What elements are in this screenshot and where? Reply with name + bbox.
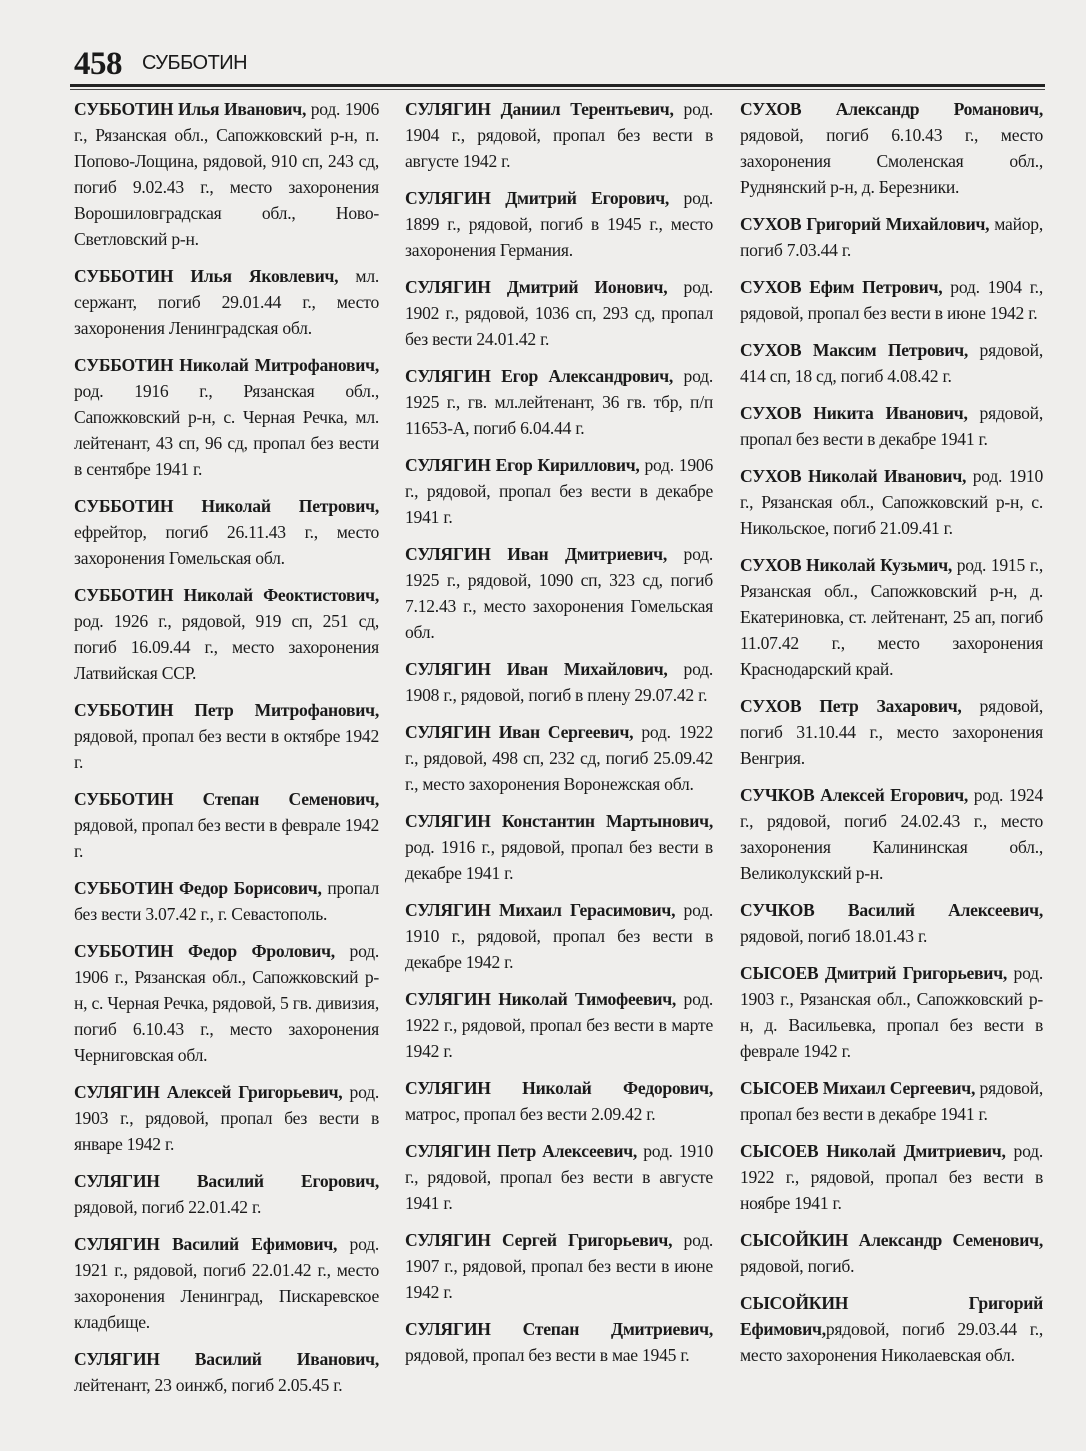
entry-name: СЫСОЙКИН Александр Семенович, [740,1230,1043,1250]
memorial-entry [405,363,713,441]
entry-name: СУЛЯГИН Егор Александрович, [405,366,674,386]
memorial-entry [740,463,1043,541]
entry-details: рядовой, погиб. [740,1256,855,1276]
entry-details: род. 1925 г., рядовой, 1090 сп, 323 сд, погиб 7.12.43 г., место захоронения Гомельская обл. [405,544,713,642]
entry-name: СУХОВ Петр Захарович, [740,696,962,716]
entry-name: СУЛЯГИН Дмитрий Ионович, [405,277,668,297]
memorial-entry [740,337,1043,389]
entry-details: рядовой, погиб 6.10.43 г., место захоронения Смоленская обл., Руднянский р-н, д. Березники. [740,125,1043,197]
memorial-entry [740,897,1043,949]
entry-details: род. 1922 г., рядовой, 498 сп, 232 сд, погиб 25.09.42 г., место захоронения Воронежская обл. [405,722,713,794]
entry-details: рядовой, погиб 31.10.44 г., место захоронения Венгрия. [740,696,1043,768]
entry-name: СУХОВ Никита Иванович, [740,403,968,423]
header-rule-thin [70,89,1045,90]
entry-name: СУХОВ Максим Петрович, [740,340,969,360]
memorial-entry [405,274,713,352]
entry-name: СУЧКОВ Алексей Егорович, [740,785,969,805]
entry-details: род. 1904 г., рядовой, пропал без вести в августе 1942 г. [405,99,713,171]
entry-details: род. 1903 г., Рязанская обл., Сапожковский р-н, д. Васильевка, пропал без вести в феврале 1942 г. [740,963,1043,1061]
entry-name: СУЛЯГИН Дмитрий Егорович, [405,188,670,208]
memorial-entry [740,960,1043,1064]
entry-name: СУХОВ Николай Иванович, [740,466,967,486]
entry-name: СУББОТИН Николай Феоктистович, [74,585,379,605]
entry-details: рядовой, погиб 18.01.43 г. [740,926,928,946]
entry-name: СУЛЯГИН Василий Ефимович, [74,1234,338,1254]
entry-details: род. 1910 г., рядовой, пропал без вести в августе 1941 г. [405,1141,714,1213]
entry-details: род. 1904 г., рядовой, пропал без вести в июне 1942 г. [740,277,1043,323]
entry-details: род. 1906 г., рядовой, пропал без вести в декабре 1941 г. [405,455,713,527]
entry-details: ефрейтор, погиб 26.11.43 г., место захоронения Гомельская обл. [74,522,379,568]
entry-name: СУЛЯГИН Степан Дмитриевич, [405,1319,713,1339]
entry-name: СУББОТИН Петр Митрофанович, [74,700,379,720]
memorial-entry [74,263,379,341]
memorial-entry [74,582,379,686]
entry-details: рядовой, пропал без вести в мае 1945 г. [405,1345,690,1365]
memorial-entry [405,808,713,886]
entry-details: род. 1906 г., Рязанская обл., Сапожковский р-н, п. Попово-Лощина, рядовой, 910 сп, 243 сд, погиб 9.02.43 г., место захоронения Ворошиловградская обл., Ново-Светловский р-н. [74,99,380,249]
entry-name: СУЛЯГИН Василий Егорович, [74,1171,379,1191]
entry-name: СУББОТИН Илья Яковлевич, [74,266,339,286]
header-rule [70,84,1045,87]
memorial-entry [405,452,713,530]
entry-details: род. 1926 г., рядовой, 919 сп, 251 сд, погиб 16.09.44 г., место захоронения Латвийская ССР. [74,611,379,683]
column-3 [740,96,1043,1379]
entry-name: СУХОВ Ефим Петрович, [740,277,943,297]
entry-name: СУББОТИН Федор Фролович, [74,941,335,961]
entry-details: рядовой, пропал без вести в декабре 1941 г. [740,403,1043,449]
entry-name: СУХОВ Николай Кузьмич, [740,555,953,575]
entry-name: СУЧКОВ Василий Алексеевич, [740,900,1043,920]
entry-name: СУХОВ Григорий Михайлович, [740,214,990,234]
entry-name: СУЛЯГИН Михаил Герасимович, [405,900,676,920]
entry-name: СЫСОЙКИН Григорий Ефимович, [740,1293,1043,1339]
memorial-entry [74,875,379,927]
entry-name: СУЛЯГИН Иван Сергеевич, [405,722,634,742]
entry-details: рядовой, пропал без вести в декабре 1941 г. [740,1078,1043,1124]
memorial-entry [740,1138,1043,1216]
entry-details: рядовой, пропал без вести в октябре 1942 г. [74,726,379,772]
entry-details: род. 1921 г., рядовой, погиб 22.01.42 г., место захоронения Ленинград, Пискаревское кладбище. [74,1234,379,1332]
entry-name: СУЛЯГИН Николай Федорович, [405,1078,713,1098]
entry-details: пропал без вести 3.07.42 г., г. Севастополь. [74,878,379,924]
entry-name: СУЛЯГИН Василий Иванович, [74,1349,379,1369]
entry-details: род. 1916 г., Рязанская обл., Сапожковский р-н, с. Черная Речка, мл. лейтенант, 43 сп, 96 сд, пропал без вести в сентябре 1941 г. [74,381,379,479]
entry-details: род. 1907 г., рядовой, пропал без вести в июне 1942 г. [405,1230,713,1302]
page-number: 458 [74,46,122,82]
entry-name: СЫСОЕВ Дмитрий Григорьевич, [740,963,1008,983]
entry-name: СУББОТИН Илья Иванович, [74,99,307,119]
entry-details: род. 1906 г., Рязанская обл., Сапожковский р-н, с. Черная Речка, рядовой, 5 гв. дивизия, погиб 6.10.43 г., место захоронения Черниговская обл. [74,941,379,1065]
memorial-entry [405,897,713,975]
entry-details: род. 1910 г., Рязанская обл., Сапожковский р-н, с. Никольское, погиб 21.09.41 г. [740,466,1043,538]
memorial-entry [74,786,379,864]
memorial-entry [74,1079,379,1157]
entry-details: рядовой, погиб 22.01.42 г. [74,1197,262,1217]
entry-name: СЫСОЕВ Николай Дмитриевич, [740,1141,1006,1161]
entry-name: СУЛЯГИН Иван Дмитриевич, [405,544,667,564]
memorial-entry [740,274,1043,326]
page-header [70,38,1045,86]
memorial-entry [405,96,713,174]
memorial-entry [740,693,1043,771]
memorial-entry [74,493,379,571]
entry-name: СУХОВ Александр Романович, [740,99,1043,119]
memorial-entry [740,1290,1043,1368]
entry-name: СУЛЯГИН Николай Тимофеевич, [405,989,677,1009]
memorial-entry [740,1075,1043,1127]
memorial-entry [74,938,379,1068]
memorial-entry [74,1231,379,1335]
memorial-entry [740,400,1043,452]
entry-name: СУЛЯГИН Алексей Григорьевич, [74,1082,343,1102]
entry-details: рядовой, погиб 29.03.44 г., место захоронения Николаевская обл. [740,1319,1043,1365]
entry-details: род. 1922 г., рядовой, пропал без вести в ноябре 1941 г. [740,1141,1043,1213]
memorial-entry [405,1227,713,1305]
entry-details: род. 1916 г., рядовой, пропал без вести в декабре 1941 г. [405,837,713,883]
entry-name: СУЛЯГИН Константин Мартынович, [405,811,713,831]
entry-details: род. 1925 г., гв. мл.лейтенант, 36 гв. тбр, п/п 11653-А, погиб 6.04.44 г. [405,366,713,438]
entry-name: СУЛЯГИН Егор Кириллович, [405,455,640,475]
column-2 [405,96,713,1379]
entry-details: матрос, пропал без вести 2.09.42 г. [405,1104,656,1124]
entry-name: СУББОТИН Николай Петрович, [74,496,379,516]
entry-details: лейтенант, 23 оинжб, погиб 2.05.45 г. [74,1375,343,1395]
entry-name: СУЛЯГИН Иван Михайлович, [405,659,668,679]
memorial-entry [740,96,1043,200]
entry-details: род. 1915 г., Рязанская обл., Сапожковский р-н, д. Екатериновка, ст. лейтенант, 25 ап, погиб 11.07.42 г., место захоронения Краснодарский край. [740,555,1043,679]
entry-name: СУЛЯГИН Даниил Терентьевич, [405,99,674,119]
entry-name: СУББОТИН Федор Борисович, [74,878,322,898]
entry-details: род. 1924 г., рядовой, погиб 24.02.43 г., место захоронения Калининская обл., Великолукский р-н. [740,785,1043,883]
entry-details: род. 1902 г., рядовой, 1036 сп, 293 сд, пропал без вести 24.01.42 г. [405,277,713,349]
entry-details: род. 1922 г., рядовой, пропал без вести в марте 1942 г. [405,989,713,1061]
memorial-entry [74,697,379,775]
entry-name: СУББОТИН Николай Митрофанович, [74,355,379,375]
column-1 [74,96,379,1409]
entry-name: СУББОТИН Степан Семенович, [74,789,379,809]
memorial-entry [405,1316,713,1368]
memorial-entry [405,1075,713,1127]
memorial-entry [740,782,1043,886]
entry-details: род. 1899 г., рядовой, погиб в 1945 г., место захоронения Германия. [405,188,713,260]
running-head: СУББОТИН [142,52,248,74]
memorial-entry [405,1138,713,1216]
memorial-entry [405,185,713,263]
memorial-entry [405,719,713,797]
memorial-entry [740,1227,1043,1279]
entry-details: род. 1908 г., рядовой, погиб в плену 29.07.42 г. [405,659,713,705]
memorial-entry [405,986,713,1064]
entry-name: СУЛЯГИН Петр Алексеевич, [405,1141,638,1161]
memorial-entry [405,656,713,708]
entry-name: СУЛЯГИН Сергей Григорьевич, [405,1230,673,1250]
entry-details: род. 1910 г., рядовой, пропал без вести в декабре 1942 г. [405,900,713,972]
memorial-entry [740,552,1043,682]
entry-details: мл. сержант, погиб 29.01.44 г., место захоронения Ленинградская обл. [74,266,379,338]
entry-columns [0,96,1086,1436]
memorial-entry [74,1346,379,1398]
memorial-entry [74,352,379,482]
entry-details: рядовой, пропал без вести в феврале 1942 г. [74,815,379,861]
entry-name: СЫСОЕВ Михаил Сергеевич, [740,1078,976,1098]
memorial-entry [74,1168,379,1220]
entry-details: рядовой, 414 сп, 18 сд, погиб 4.08.42 г. [740,340,1043,386]
entry-details: майор, погиб 7.03.44 г. [740,214,1043,260]
memorial-entry [405,541,713,645]
entry-details: род. 1903 г., рядовой, пропал без вести в январе 1942 г. [74,1082,379,1154]
memorial-entry [74,96,379,252]
memorial-entry [740,211,1043,263]
